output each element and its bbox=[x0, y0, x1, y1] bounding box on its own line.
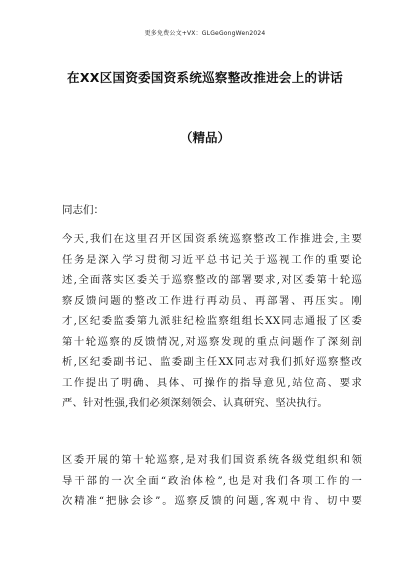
paragraph-line: 次精准“把脉会诊”。巡察反馈的问题,客观中肯、切中要 bbox=[62, 495, 362, 507]
paragraph-line: 才,区纪委监委第九派驻纪检监察组组长XX同志通报了区委 bbox=[62, 315, 362, 327]
paragraph-line: 严、针对性强,我们必须深刻领会、认真研究、坚决执行。 bbox=[62, 397, 328, 409]
paragraph-line: 第十轮巡察的反馈情况,对巡察发现的重点问题作了深刻剖 bbox=[62, 335, 362, 348]
paragraph-line: 区委开展的第十轮巡察,是对我们国资系统各级党组织和领 bbox=[62, 454, 362, 466]
body-paragraph-1 bbox=[62, 229, 362, 414]
paragraph-line: 任务是深入学习贯彻习近平总书记关于巡视工作的重要论 bbox=[62, 253, 362, 266]
paragraph-line: 工作提出了明确、具体、可操作的指导意见,站位高、要求 bbox=[62, 376, 362, 389]
paragraph-line: 析,区纪委副书记、监委副主任XX同志对我们抓好巡察整改 bbox=[62, 356, 362, 368]
paragraph-line: 述,全面落实区委关于巡察整改的部署要求,对区委第十轮巡 bbox=[62, 274, 362, 286]
paragraph-line: 察反馈问题的整改工作进行再动员、再部署、再压实。刚 bbox=[62, 294, 362, 307]
document-title: 在XX区国资委国资系统巡察整改推进会上的讲话 bbox=[67, 70, 343, 85]
paragraph-line: 导干部的一次全面“政治体检”,也是对我们各项工作的一 bbox=[62, 474, 362, 487]
header-note: 更多免费公文+VX：GLGeGongWen2024 bbox=[144, 30, 266, 37]
paragraph-line: 今天,我们在这里召开区国资系统巡察整改工作推进会,主要 bbox=[62, 233, 362, 245]
salutation: 同志们： bbox=[62, 204, 104, 216]
body-paragraph-2 bbox=[62, 450, 362, 512]
document-subtitle: （精品） bbox=[179, 130, 230, 145]
